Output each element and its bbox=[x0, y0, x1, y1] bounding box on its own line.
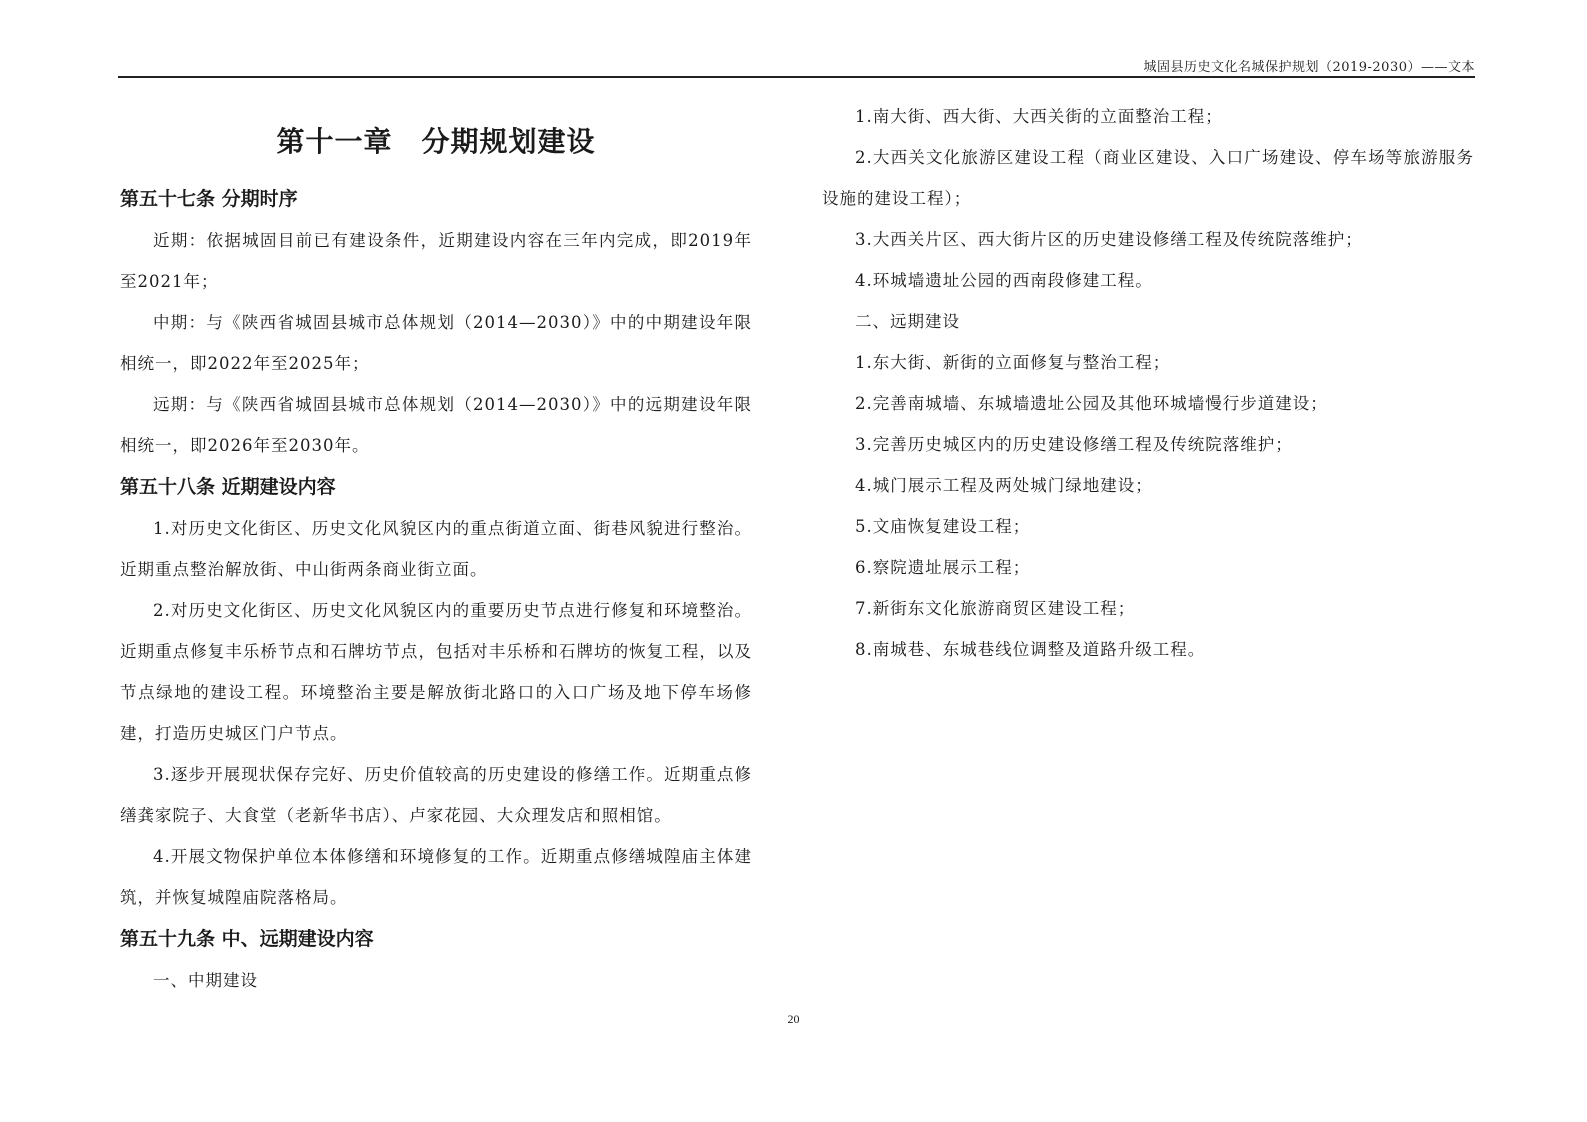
article-58-paragraph: 2.对历史文化街区、历史文化风貌区内的重要历史节点进行修复和环境整治。近期重点修复丰乐桥节点和石牌坊节点，包括对丰乐桥和石牌坊的恢复工程，以及节点绿地的建设工程。环境整治主要是解放街北路口的入口广场及地下停车场修建，打造历史城区门户节点。 bbox=[120, 601, 752, 743]
long-term-item: 1.东大街、新街的立面修复与整治工程； bbox=[855, 353, 1171, 372]
left-column bbox=[120, 96, 752, 1001]
long-term-item: 5.文庙恢复建设工程； bbox=[855, 517, 1031, 536]
article-59-title: 第五十九条 中、远期建设内容 bbox=[120, 928, 374, 950]
right-column bbox=[822, 96, 1474, 670]
page-number: 20 bbox=[787, 1012, 800, 1026]
mid-term-item: 3.大西关片区、西大街片区的历史建设修缮工程及传统院落维护； bbox=[855, 230, 1363, 249]
mid-term-item: 4.环城墙遗址公园的西南段修建工程。 bbox=[855, 271, 1153, 290]
article-58-paragraph: 4.开展文物保护单位本体修缮和环境修复的工作。近期重点修缮城隍庙主体建筑，并恢复城隍庙院落格局。 bbox=[120, 847, 752, 907]
article-57-paragraph: 中期：与《陕西省城固县城市总体规划（2014—2030）》中的中期建设年限相统一，即2022年至2025年； bbox=[120, 313, 752, 373]
article-58-paragraph: 3.逐步开展现状保存完好、历史价值较高的历史建设的修缮工作。近期重点修缮龚家院子、大食堂（老新华书店）、卢家花园、大众理发店和照相馆。 bbox=[120, 765, 752, 825]
article-57-paragraph: 近期：依据城固目前已有建设条件，近期建设内容在三年内完成，即2019年至2021年； bbox=[120, 231, 752, 291]
long-term-item: 8.南城巷、东城巷线位调整及道路升级工程。 bbox=[855, 640, 1206, 659]
header-rule bbox=[118, 76, 1475, 78]
long-term-heading: 二、远期建设 bbox=[855, 312, 960, 331]
long-term-item: 7.新街东文化旅游商贸区建设工程； bbox=[855, 599, 1136, 618]
long-term-item: 2.完善南城墙、东城墙遗址公园及其他环城墙慢行步道建设； bbox=[855, 394, 1328, 413]
mid-term-item: 2.大西关文化旅游区建设工程（商业区建设、入口广场建设、停车场等旅游服务设施的建设工程）； bbox=[822, 148, 1474, 208]
header-title: 城固县历史文化名城保护规划（2019-2030）——文本 bbox=[1143, 60, 1475, 75]
article-57-title: 第五十七条 分期时序 bbox=[120, 188, 298, 210]
article-58-title: 第五十八条 近期建设内容 bbox=[120, 476, 336, 498]
article-58-paragraph: 1.对历史文化街区、历史文化风貌区内的重点街道立面、街巷风貌进行整治。近期重点整治解放街、中山街两条商业街立面。 bbox=[120, 519, 752, 579]
article-57-paragraph: 远期：与《陕西省城固县城市总体规划（2014—2030）》中的远期建设年限相统一，即2026年至2030年。 bbox=[120, 395, 752, 455]
chapter-title: 第十一章 分期规划建设 bbox=[276, 125, 596, 158]
long-term-item: 3.完善历史城区内的历史建设修缮工程及传统院落维护； bbox=[855, 435, 1293, 454]
article-59-paragraph: 一、中期建设 bbox=[153, 971, 258, 990]
mid-term-item: 1.南大街、西大街、大西关街的立面整治工程； bbox=[855, 107, 1223, 126]
long-term-item: 6.察院遗址展示工程； bbox=[855, 558, 1031, 577]
long-term-item: 4.城门展示工程及两处城门绿地建设； bbox=[855, 476, 1153, 495]
